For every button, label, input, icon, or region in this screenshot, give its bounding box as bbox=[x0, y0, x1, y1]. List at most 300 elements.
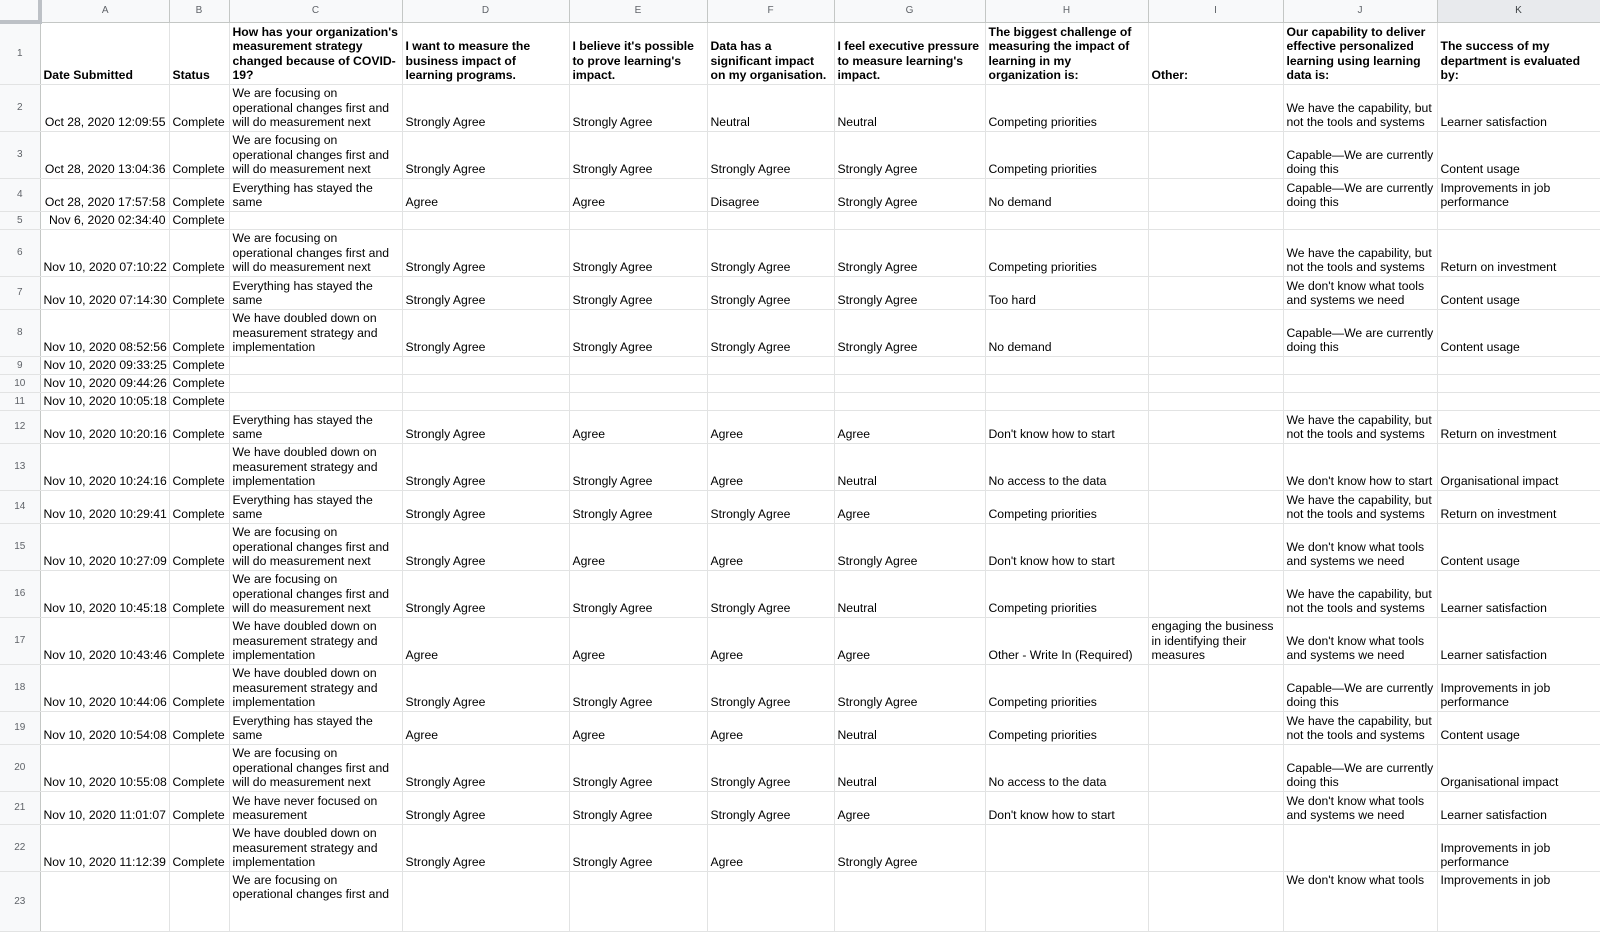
cell-covid-strategy[interactable]: We are focusing on operational changes first and will do measurement next bbox=[229, 570, 402, 617]
cell-date-submitted[interactable]: Nov 10, 2020 10:27:09 bbox=[40, 523, 169, 570]
cell-covid-strategy[interactable] bbox=[229, 374, 402, 392]
cell-measure-impact[interactable]: Strongly Agree bbox=[402, 309, 569, 356]
cell-date-submitted[interactable]: Nov 10, 2020 08:52:56 bbox=[40, 309, 169, 356]
table-row bbox=[0, 84, 1600, 131]
cell-executive-pressure[interactable]: Agree bbox=[834, 410, 985, 443]
cell-data-impact[interactable] bbox=[707, 374, 834, 392]
header-cell-biggest-challenge[interactable]: The biggest challenge of measuring the impact of learning in my organization is: bbox=[985, 22, 1148, 84]
cell-success-evaluation[interactable] bbox=[1437, 211, 1600, 229]
cell-executive-pressure[interactable]: Strongly Agree bbox=[834, 131, 985, 178]
header-cell-success-evaluation[interactable]: The success of my department is evaluated by: bbox=[1437, 22, 1600, 84]
cell-executive-pressure[interactable]: Neutral bbox=[834, 443, 985, 490]
cell-capability[interactable]: Capable—We are currently doing this bbox=[1283, 178, 1437, 211]
cell-biggest-challenge[interactable] bbox=[985, 392, 1148, 410]
row-number[interactable]: 1 bbox=[0, 22, 40, 84]
row-number[interactable]: 12 bbox=[0, 410, 40, 443]
cell-biggest-challenge[interactable]: No demand bbox=[985, 309, 1148, 356]
row-number[interactable]: 14 bbox=[0, 490, 40, 523]
table-row bbox=[0, 824, 1600, 871]
row-number[interactable]: 17 bbox=[0, 617, 40, 664]
cell-other[interactable] bbox=[1148, 443, 1283, 490]
cell-biggest-challenge[interactable] bbox=[985, 374, 1148, 392]
cell-success-evaluation[interactable]: Improvements in job performance bbox=[1437, 664, 1600, 711]
cell-date-submitted[interactable]: Nov 10, 2020 10:05:18 bbox=[40, 392, 169, 410]
cell-capability[interactable]: We don't know what tools and systems we need bbox=[1283, 791, 1437, 824]
cell-date-submitted[interactable]: Nov 10, 2020 10:44:06 bbox=[40, 664, 169, 711]
cell-success-evaluation[interactable]: Content usage bbox=[1437, 523, 1600, 570]
cell-covid-strategy[interactable]: Everything has stayed the same bbox=[229, 711, 402, 744]
cell-biggest-challenge[interactable] bbox=[985, 356, 1148, 374]
cell-covid-strategy[interactable] bbox=[229, 356, 402, 374]
cell-biggest-challenge[interactable]: Competing priorities bbox=[985, 131, 1148, 178]
cell-success-evaluation[interactable]: Learner satisfaction bbox=[1437, 617, 1600, 664]
cell-status[interactable]: Complete bbox=[169, 791, 229, 824]
cell-other[interactable] bbox=[1148, 178, 1283, 211]
cell-date-submitted[interactable]: Nov 10, 2020 10:24:16 bbox=[40, 443, 169, 490]
cell-capability[interactable]: We have the capability, but not the tools and systems bbox=[1283, 711, 1437, 744]
cell-covid-strategy[interactable]: We have doubled down on measurement strategy and implementation bbox=[229, 664, 402, 711]
cell-other[interactable] bbox=[1148, 356, 1283, 374]
cell-status[interactable]: Complete bbox=[169, 744, 229, 791]
cell-covid-strategy[interactable]: We have doubled down on measurement strategy and implementation bbox=[229, 824, 402, 871]
cell-status[interactable]: Complete bbox=[169, 711, 229, 744]
table-row bbox=[0, 617, 1600, 664]
cell-capability[interactable]: We have the capability, but not the tools and systems bbox=[1283, 570, 1437, 617]
cell-covid-strategy[interactable]: Everything has stayed the same bbox=[229, 276, 402, 309]
cell-measure-impact[interactable]: Strongly Agree bbox=[402, 443, 569, 490]
cell-executive-pressure[interactable]: Strongly Agree bbox=[834, 178, 985, 211]
cell-date-submitted[interactable]: Nov 10, 2020 10:45:18 bbox=[40, 570, 169, 617]
cell-capability[interactable]: We don't know what tools bbox=[1283, 871, 1437, 931]
cell-measure-impact[interactable] bbox=[402, 374, 569, 392]
cell-covid-strategy[interactable] bbox=[229, 392, 402, 410]
cell-executive-pressure[interactable]: Neutral bbox=[834, 711, 985, 744]
cell-status[interactable]: Complete bbox=[169, 523, 229, 570]
cell-data-impact[interactable] bbox=[707, 871, 834, 931]
cell-capability[interactable] bbox=[1283, 374, 1437, 392]
cell-other[interactable] bbox=[1148, 523, 1283, 570]
cell-executive-pressure[interactable]: Strongly Agree bbox=[834, 523, 985, 570]
cell-other[interactable] bbox=[1148, 711, 1283, 744]
cell-other[interactable] bbox=[1148, 131, 1283, 178]
cell-covid-strategy[interactable]: We have never focused on measurement bbox=[229, 791, 402, 824]
cell-capability[interactable]: We have the capability, but not the tools and systems bbox=[1283, 84, 1437, 131]
cell-capability[interactable]: We don't know what tools and systems we need bbox=[1283, 617, 1437, 664]
column-header-b[interactable]: B bbox=[169, 0, 229, 22]
table-row bbox=[0, 374, 1600, 392]
cell-date-submitted[interactable]: Oct 28, 2020 13:04:36 bbox=[40, 131, 169, 178]
cell-success-evaluation[interactable]: Learner satisfaction bbox=[1437, 791, 1600, 824]
cell-prove-impact[interactable]: Strongly Agree bbox=[569, 490, 707, 523]
cell-biggest-challenge[interactable]: Competing priorities bbox=[985, 490, 1148, 523]
cell-success-evaluation[interactable]: Improvements in job performance bbox=[1437, 824, 1600, 871]
cell-date-submitted[interactable]: Nov 10, 2020 10:55:08 bbox=[40, 744, 169, 791]
cell-prove-impact[interactable]: Strongly Agree bbox=[569, 309, 707, 356]
cell-data-impact[interactable]: Agree bbox=[707, 410, 834, 443]
cell-date-submitted[interactable]: Nov 10, 2020 07:14:30 bbox=[40, 276, 169, 309]
cell-data-impact[interactable]: Strongly Agree bbox=[707, 664, 834, 711]
cell-date-submitted[interactable]: Nov 10, 2020 09:44:26 bbox=[40, 374, 169, 392]
cell-measure-impact[interactable]: Strongly Agree bbox=[402, 490, 569, 523]
cell-capability[interactable] bbox=[1283, 211, 1437, 229]
row-number[interactable]: 2 bbox=[0, 84, 40, 131]
cell-measure-impact[interactable]: Strongly Agree bbox=[402, 84, 569, 131]
column-header-d[interactable]: D bbox=[402, 0, 569, 22]
cell-other[interactable] bbox=[1148, 276, 1283, 309]
header-cell-prove-impact[interactable]: I believe it's possible to prove learning's impact. bbox=[569, 22, 707, 84]
column-header-e[interactable]: E bbox=[569, 0, 707, 22]
cell-data-impact[interactable] bbox=[707, 392, 834, 410]
cell-measure-impact[interactable]: Strongly Agree bbox=[402, 791, 569, 824]
cell-data-impact[interactable]: Agree bbox=[707, 523, 834, 570]
cell-biggest-challenge[interactable]: Competing priorities bbox=[985, 570, 1148, 617]
cell-success-evaluation[interactable]: Return on investment bbox=[1437, 410, 1600, 443]
header-cell-date-submitted[interactable]: Date Submitted bbox=[40, 22, 169, 84]
cell-capability[interactable]: We have the capability, but not the tools and systems bbox=[1283, 490, 1437, 523]
row-number[interactable]: 18 bbox=[0, 664, 40, 711]
cell-date-submitted[interactable]: Nov 10, 2020 07:10:22 bbox=[40, 229, 169, 276]
cell-status[interactable]: Complete bbox=[169, 617, 229, 664]
cell-prove-impact[interactable]: Strongly Agree bbox=[569, 131, 707, 178]
cell-executive-pressure[interactable]: Strongly Agree bbox=[834, 276, 985, 309]
cell-data-impact[interactable]: Strongly Agree bbox=[707, 744, 834, 791]
cell-biggest-challenge[interactable]: Don't know how to start bbox=[985, 523, 1148, 570]
cell-biggest-challenge[interactable] bbox=[985, 824, 1148, 871]
row-number[interactable]: 7 bbox=[0, 276, 40, 309]
column-header-i[interactable]: I bbox=[1148, 0, 1283, 22]
header-row bbox=[0, 22, 1600, 84]
cell-date-submitted[interactable]: Oct 28, 2020 12:09:55 bbox=[40, 84, 169, 131]
cell-executive-pressure[interactable] bbox=[834, 871, 985, 931]
cell-prove-impact[interactable] bbox=[569, 871, 707, 931]
row-number[interactable]: 3 bbox=[0, 131, 40, 178]
cell-status[interactable]: Complete bbox=[169, 374, 229, 392]
header-cell-capability[interactable]: Our capability to deliver effective personalized learning using learning data is: bbox=[1283, 22, 1437, 84]
row-number[interactable]: 6 bbox=[0, 229, 40, 276]
cell-executive-pressure[interactable]: Neutral bbox=[834, 570, 985, 617]
cell-measure-impact[interactable] bbox=[402, 211, 569, 229]
cell-date-submitted[interactable]: Nov 10, 2020 11:01:07 bbox=[40, 791, 169, 824]
cell-measure-impact[interactable]: Strongly Agree bbox=[402, 570, 569, 617]
cell-executive-pressure[interactable]: Strongly Agree bbox=[834, 309, 985, 356]
cell-executive-pressure[interactable]: Neutral bbox=[834, 744, 985, 791]
cell-prove-impact[interactable] bbox=[569, 392, 707, 410]
row-number[interactable]: 11 bbox=[0, 392, 40, 410]
cell-status[interactable]: Complete bbox=[169, 229, 229, 276]
cell-covid-strategy[interactable]: We are focusing on operational changes first and will do measurement next bbox=[229, 131, 402, 178]
cell-status[interactable]: Complete bbox=[169, 664, 229, 711]
cell-status[interactable]: Complete bbox=[169, 392, 229, 410]
cell-date-submitted[interactable]: Oct 28, 2020 17:57:58 bbox=[40, 178, 169, 211]
cell-capability[interactable]: We don't know what tools and systems we need bbox=[1283, 276, 1437, 309]
row-number[interactable]: 23 bbox=[0, 871, 40, 931]
cell-biggest-challenge[interactable]: Don't know how to start bbox=[985, 410, 1148, 443]
cell-prove-impact[interactable]: Agree bbox=[569, 178, 707, 211]
cell-measure-impact[interactable]: Agree bbox=[402, 617, 569, 664]
cell-covid-strategy[interactable]: Everything has stayed the same bbox=[229, 490, 402, 523]
cell-prove-impact[interactable]: Strongly Agree bbox=[569, 443, 707, 490]
cell-measure-impact[interactable]: Strongly Agree bbox=[402, 824, 569, 871]
cell-measure-impact[interactable]: Strongly Agree bbox=[402, 664, 569, 711]
cell-success-evaluation[interactable]: Improvements in job performance bbox=[1437, 178, 1600, 211]
row-number[interactable]: 20 bbox=[0, 744, 40, 791]
cell-success-evaluation[interactable]: Learner satisfaction bbox=[1437, 570, 1600, 617]
cell-status[interactable]: Complete bbox=[169, 410, 229, 443]
cell-other[interactable] bbox=[1148, 490, 1283, 523]
cell-prove-impact[interactable]: Strongly Agree bbox=[569, 664, 707, 711]
row-number[interactable]: 13 bbox=[0, 443, 40, 490]
row-number[interactable]: 9 bbox=[0, 356, 40, 374]
cell-prove-impact[interactable]: Agree bbox=[569, 410, 707, 443]
cell-capability[interactable]: Capable—We are currently doing this bbox=[1283, 309, 1437, 356]
cell-date-submitted[interactable]: Nov 10, 2020 10:20:16 bbox=[40, 410, 169, 443]
cell-biggest-challenge[interactable]: Other - Write In (Required) bbox=[985, 617, 1148, 664]
cell-executive-pressure[interactable]: Strongly Agree bbox=[834, 664, 985, 711]
cell-biggest-challenge[interactable] bbox=[985, 871, 1148, 931]
row-number[interactable]: 22 bbox=[0, 824, 40, 871]
cell-date-submitted[interactable]: Nov 10, 2020 10:54:08 bbox=[40, 711, 169, 744]
cell-covid-strategy[interactable]: We are focusing on operational changes first and will do measurement next bbox=[229, 744, 402, 791]
cell-other[interactable] bbox=[1148, 791, 1283, 824]
column-header-a[interactable]: A bbox=[40, 0, 169, 22]
cell-measure-impact[interactable] bbox=[402, 356, 569, 374]
cell-measure-impact[interactable]: Strongly Agree bbox=[402, 229, 569, 276]
cell-date-submitted[interactable] bbox=[40, 871, 169, 931]
cell-data-impact[interactable]: Strongly Agree bbox=[707, 570, 834, 617]
row-number[interactable]: 4 bbox=[0, 178, 40, 211]
table-row bbox=[0, 664, 1600, 711]
cell-other[interactable] bbox=[1148, 374, 1283, 392]
cell-other[interactable] bbox=[1148, 410, 1283, 443]
cell-data-impact[interactable]: Neutral bbox=[707, 84, 834, 131]
cell-success-evaluation[interactable]: Learner satisfaction bbox=[1437, 84, 1600, 131]
cell-measure-impact[interactable]: Strongly Agree bbox=[402, 523, 569, 570]
cell-capability[interactable]: We have the capability, but not the tools and systems bbox=[1283, 410, 1437, 443]
cell-other[interactable] bbox=[1148, 229, 1283, 276]
cell-covid-strategy[interactable] bbox=[229, 211, 402, 229]
cell-covid-strategy[interactable]: We have doubled down on measurement strategy and implementation bbox=[229, 617, 402, 664]
cell-covid-strategy[interactable]: We are focusing on operational changes first and will do measurement next bbox=[229, 523, 402, 570]
cell-date-submitted[interactable]: Nov 10, 2020 09:33:25 bbox=[40, 356, 169, 374]
cell-biggest-challenge[interactable]: Competing priorities bbox=[985, 229, 1148, 276]
cell-executive-pressure[interactable]: Strongly Agree bbox=[834, 824, 985, 871]
cell-executive-pressure[interactable]: Agree bbox=[834, 617, 985, 664]
cell-other[interactable]: engaging the business in identifying their measures bbox=[1148, 617, 1283, 664]
row-number[interactable]: 8 bbox=[0, 309, 40, 356]
cell-status[interactable]: Complete bbox=[169, 490, 229, 523]
cell-success-evaluation[interactable]: Improvements in job bbox=[1437, 871, 1600, 931]
cell-date-submitted[interactable]: Nov 10, 2020 11:12:39 bbox=[40, 824, 169, 871]
cell-status[interactable]: Complete bbox=[169, 178, 229, 211]
cell-status[interactable]: Complete bbox=[169, 824, 229, 871]
cell-capability[interactable] bbox=[1283, 356, 1437, 374]
cell-biggest-challenge[interactable]: Competing priorities bbox=[985, 711, 1148, 744]
cell-status[interactable]: Complete bbox=[169, 84, 229, 131]
cell-prove-impact[interactable]: Strongly Agree bbox=[569, 276, 707, 309]
cell-capability[interactable]: Capable—We are currently doing this bbox=[1283, 744, 1437, 791]
cell-biggest-challenge[interactable]: No access to the data bbox=[985, 744, 1148, 791]
cell-executive-pressure[interactable] bbox=[834, 392, 985, 410]
cell-prove-impact[interactable] bbox=[569, 356, 707, 374]
cell-success-evaluation[interactable]: Return on investment bbox=[1437, 229, 1600, 276]
cell-covid-strategy[interactable]: We have doubled down on measurement strategy and implementation bbox=[229, 309, 402, 356]
cell-other[interactable] bbox=[1148, 871, 1283, 931]
cell-success-evaluation[interactable]: Content usage bbox=[1437, 711, 1600, 744]
cell-data-impact[interactable]: Strongly Agree bbox=[707, 131, 834, 178]
header-cell-data-impact[interactable]: Data has a significant impact on my organisation. bbox=[707, 22, 834, 84]
cell-covid-strategy[interactable]: We have doubled down on measurement strategy and implementation bbox=[229, 443, 402, 490]
cell-other[interactable] bbox=[1148, 309, 1283, 356]
row-number[interactable]: 19 bbox=[0, 711, 40, 744]
cell-prove-impact[interactable]: Strongly Agree bbox=[569, 791, 707, 824]
cell-success-evaluation[interactable]: Organisational impact bbox=[1437, 744, 1600, 791]
header-cell-other[interactable]: Other: bbox=[1148, 22, 1283, 84]
cell-measure-impact[interactable]: Strongly Agree bbox=[402, 410, 569, 443]
cell-measure-impact[interactable] bbox=[402, 871, 569, 931]
cell-data-impact[interactable]: Agree bbox=[707, 824, 834, 871]
cell-status[interactable]: Complete bbox=[169, 443, 229, 490]
cell-success-evaluation[interactable]: Return on investment bbox=[1437, 490, 1600, 523]
cell-executive-pressure[interactable] bbox=[834, 374, 985, 392]
cell-executive-pressure[interactable] bbox=[834, 211, 985, 229]
header-cell-executive-pressure[interactable]: I feel executive pressure to measure learning's impact. bbox=[834, 22, 985, 84]
cell-success-evaluation[interactable]: Content usage bbox=[1437, 276, 1600, 309]
table-row bbox=[0, 276, 1600, 309]
cell-executive-pressure[interactable]: Agree bbox=[834, 791, 985, 824]
header-cell-covid-strategy[interactable]: How has your organization's measurement strategy changed because of COVID-19? bbox=[229, 22, 402, 84]
cell-success-evaluation[interactable]: Content usage bbox=[1437, 309, 1600, 356]
cell-executive-pressure[interactable]: Neutral bbox=[834, 84, 985, 131]
column-header-g[interactable]: G bbox=[834, 0, 985, 22]
cell-prove-impact[interactable]: Strongly Agree bbox=[569, 824, 707, 871]
select-all-corner[interactable] bbox=[0, 0, 40, 22]
cell-status[interactable]: Complete bbox=[169, 131, 229, 178]
cell-capability[interactable] bbox=[1283, 392, 1437, 410]
row-number[interactable]: 16 bbox=[0, 570, 40, 617]
cell-biggest-challenge[interactable]: No demand bbox=[985, 178, 1148, 211]
cell-prove-impact[interactable] bbox=[569, 374, 707, 392]
cell-biggest-challenge[interactable]: Competing priorities bbox=[985, 84, 1148, 131]
cell-status[interactable]: Complete bbox=[169, 356, 229, 374]
cell-prove-impact[interactable]: Strongly Agree bbox=[569, 744, 707, 791]
cell-other[interactable] bbox=[1148, 570, 1283, 617]
cell-prove-impact[interactable]: Agree bbox=[569, 523, 707, 570]
cell-other[interactable] bbox=[1148, 211, 1283, 229]
cell-covid-strategy[interactable]: We are focusing on operational changes first and bbox=[229, 871, 402, 931]
cell-status[interactable] bbox=[169, 871, 229, 931]
cell-measure-impact[interactable]: Agree bbox=[402, 711, 569, 744]
cell-capability[interactable]: We don't know how to start bbox=[1283, 443, 1437, 490]
cell-biggest-challenge[interactable]: Don't know how to start bbox=[985, 791, 1148, 824]
cell-capability[interactable] bbox=[1283, 824, 1437, 871]
cell-date-submitted[interactable]: Nov 10, 2020 10:29:41 bbox=[40, 490, 169, 523]
cell-biggest-challenge[interactable]: Competing priorities bbox=[985, 664, 1148, 711]
cell-prove-impact[interactable]: Agree bbox=[569, 711, 707, 744]
cell-date-submitted[interactable]: Nov 6, 2020 02:34:40 bbox=[40, 211, 169, 229]
cell-biggest-challenge[interactable]: No access to the data bbox=[985, 443, 1148, 490]
cell-success-evaluation[interactable] bbox=[1437, 392, 1600, 410]
cell-status[interactable]: Complete bbox=[169, 276, 229, 309]
cell-covid-strategy[interactable]: We are focusing on operational changes first and will do measurement next bbox=[229, 84, 402, 131]
cell-data-impact[interactable]: Agree bbox=[707, 443, 834, 490]
cell-measure-impact[interactable]: Agree bbox=[402, 178, 569, 211]
cell-success-evaluation[interactable]: Content usage bbox=[1437, 131, 1600, 178]
cell-covid-strategy[interactable]: Everything has stayed the same bbox=[229, 410, 402, 443]
cell-measure-impact[interactable]: Strongly Agree bbox=[402, 131, 569, 178]
cell-success-evaluation[interactable] bbox=[1437, 374, 1600, 392]
cell-measure-impact[interactable] bbox=[402, 392, 569, 410]
cell-date-submitted[interactable]: Nov 10, 2020 10:43:46 bbox=[40, 617, 169, 664]
row-number[interactable]: 15 bbox=[0, 523, 40, 570]
cell-prove-impact[interactable] bbox=[569, 211, 707, 229]
cell-measure-impact[interactable]: Strongly Agree bbox=[402, 276, 569, 309]
cell-capability[interactable]: Capable—We are currently doing this bbox=[1283, 664, 1437, 711]
cell-other[interactable] bbox=[1148, 744, 1283, 791]
row-number[interactable]: 5 bbox=[0, 211, 40, 229]
cell-data-impact[interactable]: Agree bbox=[707, 617, 834, 664]
table-row bbox=[0, 178, 1600, 211]
cell-prove-impact[interactable]: Agree bbox=[569, 617, 707, 664]
cell-biggest-challenge[interactable] bbox=[985, 211, 1148, 229]
cell-prove-impact[interactable]: Strongly Agree bbox=[569, 570, 707, 617]
cell-data-impact[interactable]: Strongly Agree bbox=[707, 229, 834, 276]
table-row bbox=[0, 711, 1600, 744]
row-number[interactable]: 10 bbox=[0, 374, 40, 392]
column-header-c[interactable]: C bbox=[229, 0, 402, 22]
header-cell-measure-impact[interactable]: I want to measure the business impact of learning programs. bbox=[402, 22, 569, 84]
cell-success-evaluation[interactable] bbox=[1437, 356, 1600, 374]
cell-data-impact[interactable]: Strongly Agree bbox=[707, 490, 834, 523]
cell-executive-pressure[interactable]: Strongly Agree bbox=[834, 229, 985, 276]
cell-other[interactable] bbox=[1148, 664, 1283, 711]
table-row bbox=[0, 356, 1600, 374]
column-header-h[interactable]: H bbox=[985, 0, 1148, 22]
cell-covid-strategy[interactable]: We are focusing on operational changes first and will do measurement next bbox=[229, 229, 402, 276]
cell-data-impact[interactable]: Agree bbox=[707, 711, 834, 744]
cell-data-impact[interactable]: Strongly Agree bbox=[707, 791, 834, 824]
cell-data-impact[interactable] bbox=[707, 356, 834, 374]
cell-capability[interactable]: We have the capability, but not the tools and systems bbox=[1283, 229, 1437, 276]
cell-data-impact[interactable]: Strongly Agree bbox=[707, 276, 834, 309]
row-number[interactable]: 21 bbox=[0, 791, 40, 824]
column-header-k[interactable]: K bbox=[1437, 0, 1600, 22]
cell-prove-impact[interactable]: Strongly Agree bbox=[569, 84, 707, 131]
column-header-f[interactable]: F bbox=[707, 0, 834, 22]
cell-status[interactable]: Complete bbox=[169, 211, 229, 229]
cell-measure-impact[interactable]: Strongly Agree bbox=[402, 744, 569, 791]
cell-capability[interactable]: We don't know what tools and systems we need bbox=[1283, 523, 1437, 570]
cell-executive-pressure[interactable] bbox=[834, 356, 985, 374]
cell-status[interactable]: Complete bbox=[169, 570, 229, 617]
cell-executive-pressure[interactable]: Agree bbox=[834, 490, 985, 523]
header-cell-status[interactable]: Status bbox=[169, 22, 229, 84]
cell-data-impact[interactable] bbox=[707, 211, 834, 229]
cell-prove-impact[interactable]: Strongly Agree bbox=[569, 229, 707, 276]
cell-other[interactable] bbox=[1148, 824, 1283, 871]
cell-covid-strategy[interactable]: Everything has stayed the same bbox=[229, 178, 402, 211]
cell-status[interactable]: Complete bbox=[169, 309, 229, 356]
table-row bbox=[0, 791, 1600, 824]
cell-other[interactable] bbox=[1148, 84, 1283, 131]
cell-biggest-challenge[interactable]: Too hard bbox=[985, 276, 1148, 309]
cell-data-impact[interactable]: Disagree bbox=[707, 178, 834, 211]
cell-other[interactable] bbox=[1148, 392, 1283, 410]
cell-capability[interactable]: Capable—We are currently doing this bbox=[1283, 131, 1437, 178]
table-row bbox=[0, 490, 1600, 523]
cell-success-evaluation[interactable]: Organisational impact bbox=[1437, 443, 1600, 490]
cell-data-impact[interactable]: Strongly Agree bbox=[707, 309, 834, 356]
column-header-j[interactable]: J bbox=[1283, 0, 1437, 22]
